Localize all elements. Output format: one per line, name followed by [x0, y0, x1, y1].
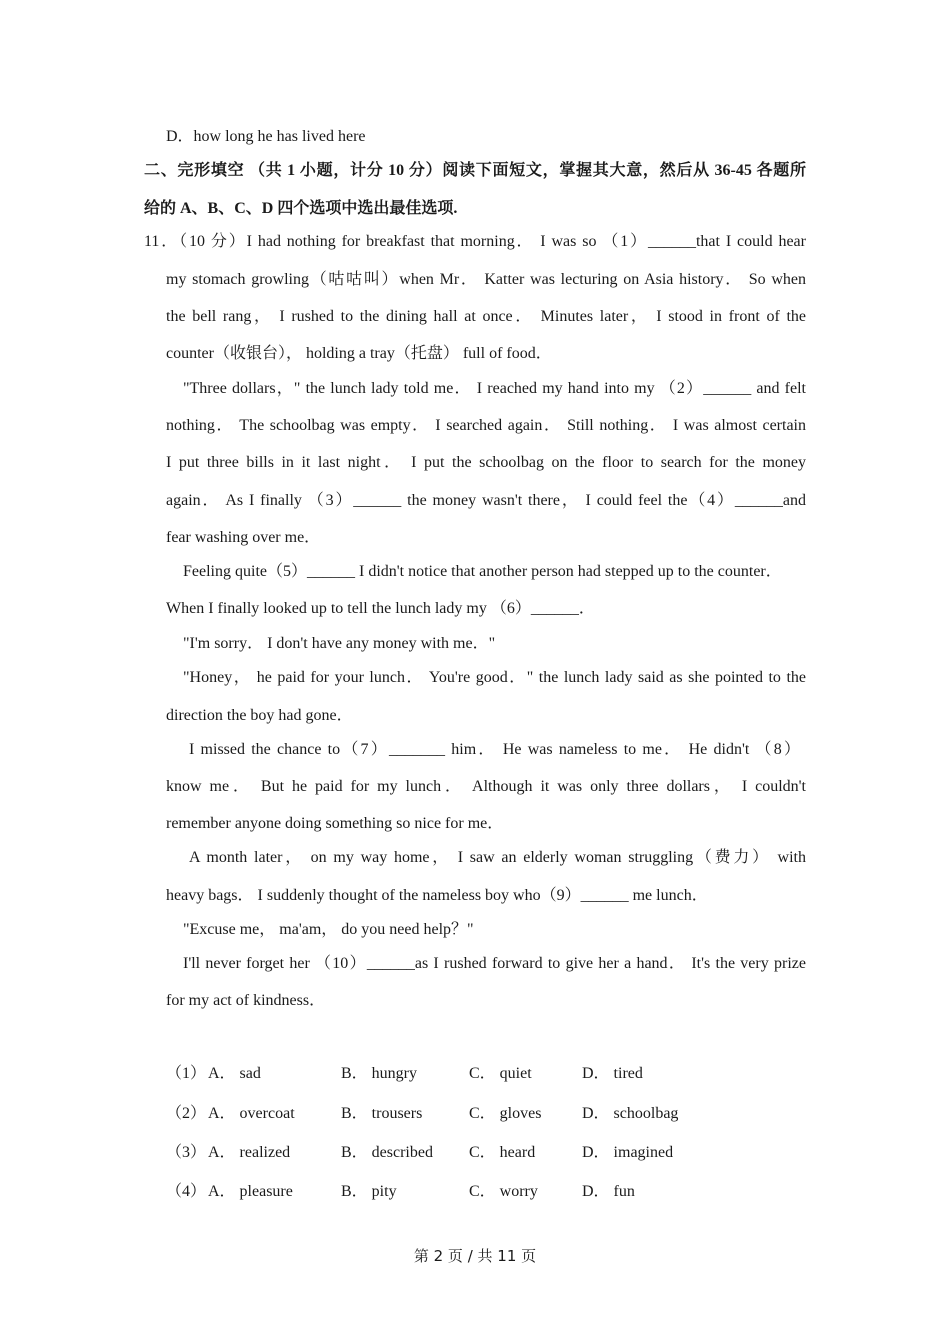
- option-d: D． fun: [582, 1183, 635, 1200]
- passage-line: remember anyone doing something so nice for me．: [166, 815, 504, 832]
- prev-option-d: D．how long he has lived here: [166, 128, 366, 145]
- option-a: A． sad: [208, 1065, 261, 1082]
- option-c: C． gloves: [469, 1105, 542, 1122]
- passage-line: "Honey， he paid for your lunch． You're good．" the lunch lady said as she pointed to the: [183, 669, 806, 686]
- option-c: C． worry: [469, 1183, 538, 1200]
- passage-line: know me． But he paid for my lunch． Although it was only three dollars， I couldn't: [166, 778, 806, 795]
- passage-line: "Excuse me， ma'am， do you need help？": [183, 921, 474, 938]
- passage-line: I'll never forget her （10）______as I rushed forward to give her a hand． It's the very prize: [183, 955, 806, 972]
- option-b: B． described: [341, 1144, 433, 1161]
- option-a: A． overcoat: [208, 1105, 295, 1122]
- passage-line: direction the boy had gone．: [166, 707, 353, 724]
- page-footer: 第 2 页 / 共 11 页: [413, 1247, 537, 1265]
- passage-line: heavy bags． I suddenly thought of the nameless boy who（9）______ me lunch．: [166, 887, 708, 904]
- passage-line: counter（收银台）， holding a tray（托盘） full of food．: [166, 345, 552, 362]
- passage-line: my stomach growling（咕咕叫）when Mr． Katter was lecturing on Asia history． So when: [166, 271, 806, 288]
- passage-line: 11．（10 分）I had nothing for breakfast that morning． I was so （1）______that I could hear: [144, 233, 806, 250]
- passage-line: for my act of kindness．: [166, 992, 326, 1009]
- option-b: B． hungry: [341, 1065, 418, 1082]
- option-c: C． heard: [469, 1144, 536, 1161]
- section-heading-line2: 给的 A、B、C、D 四个选项中选出最佳选项.: [144, 200, 458, 217]
- passage-line: I missed the chance to（7）_______ him． He was nameless to me． He didn't （8）: [189, 741, 800, 758]
- option-a: A． realized: [208, 1144, 291, 1161]
- passage-line: fear washing over me．: [166, 529, 321, 546]
- question-number: （1）: [166, 1065, 207, 1082]
- option-b: B． pity: [341, 1183, 397, 1200]
- option-b: B． trousers: [341, 1105, 423, 1122]
- question-number: （2）: [166, 1105, 207, 1122]
- option-d: D． imagined: [582, 1144, 674, 1161]
- passage-line: again． As I finally （3）______ the money wasn't there， I could feel the（4）______and: [166, 492, 806, 509]
- passage-line: When I finally looked up to tell the lunch lady my （6）______．: [166, 600, 595, 617]
- option-d: D． tired: [582, 1065, 643, 1082]
- passage-line: nothing． The schoolbag was empty． I searched again． Still nothing． I was almost certain: [166, 417, 806, 434]
- option-c: C． quiet: [469, 1065, 532, 1082]
- passage-line: Feeling quite（5）______ I didn't notice that another person had stepped up to the counter．: [183, 563, 782, 580]
- passage-line: A month later， on my way home， I saw an elderly woman struggling（费力） with: [189, 849, 806, 866]
- passage-line: the bell rang， I rushed to the dining hall at once． Minutes later， I stood in front of the: [166, 308, 806, 325]
- option-d: D． schoolbag: [582, 1105, 679, 1122]
- question-number: （3）: [166, 1144, 207, 1161]
- option-a: A． pleasure: [208, 1183, 293, 1200]
- question-number: （4）: [166, 1183, 207, 1200]
- section-heading-line1: 二、完形填空 （共 1 小题，计分 10 分）阅读下面短文，掌握其大意，然后从 36-45 各题所: [144, 162, 806, 179]
- passage-line: "I'm sorry． I don't have any money with me．": [183, 635, 496, 652]
- passage-line: I put three bills in it last night． I put the schoolbag on the floor to search for the money: [166, 454, 807, 471]
- passage-line: "Three dollars，" the lunch lady told me． I reached my hand into my （2）______ and felt: [183, 380, 806, 397]
